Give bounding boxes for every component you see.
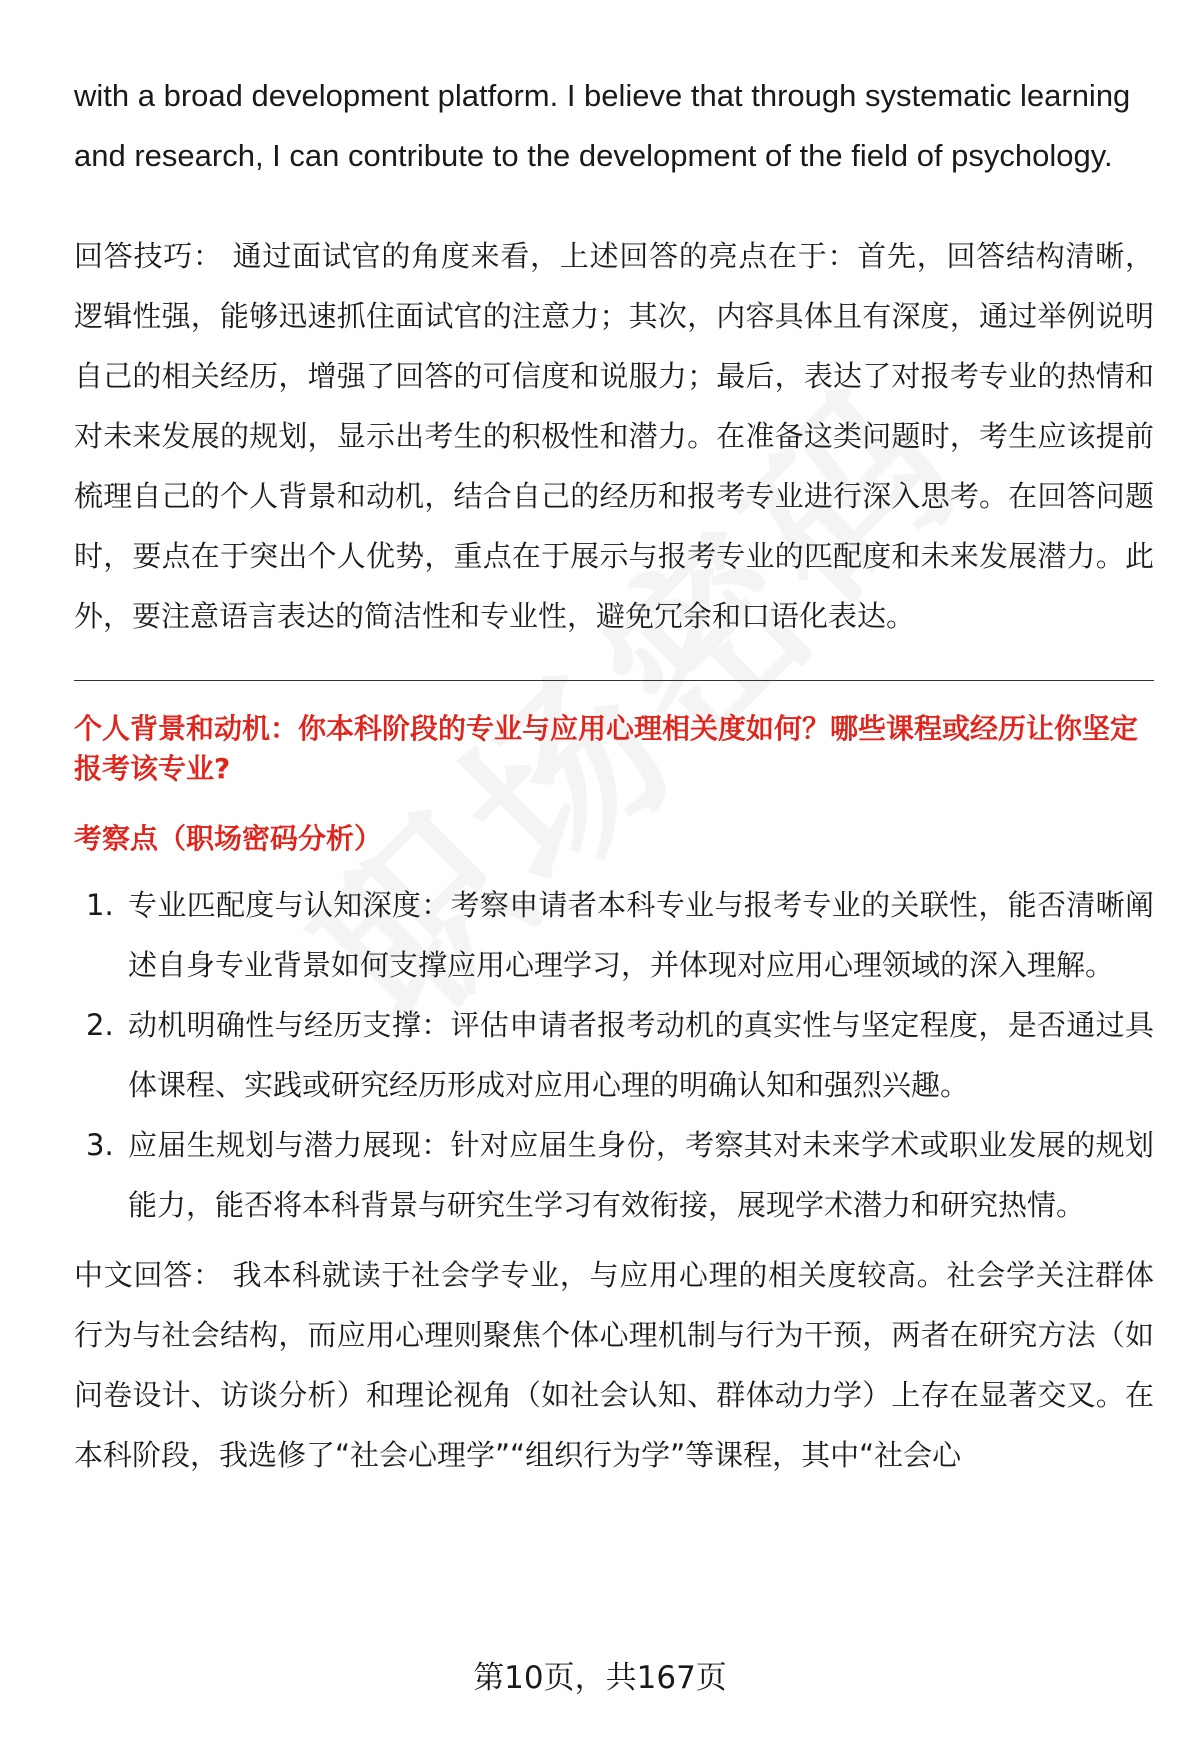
- page-footer: 第10页，共167页: [473, 1660, 727, 1696]
- list-item-text: 动机明确性与经历支撑：评估申请者报考动机的真实性与坚定程度，是否通过具体课程、实践或研究经历形成对应用心理的明确认知和强烈兴趣。: [128, 1008, 1154, 1102]
- section-divider: [74, 680, 1154, 681]
- list-item-text: 专业匹配度与认知深度：考察申请者本科专业与报考专业的关联性，能否清晰阐述自身专业背景如何支撑应用心理学习，并体现对应用心理领域的深入理解。: [128, 888, 1154, 982]
- list-item-text: 应届生规划与潜力展现：针对应届生身份，考察其对未来学术或职业发展的规划能力，能否将本科背景与研究生学习有效衔接，展现学术潜力和研究热情。: [128, 1128, 1154, 1222]
- points-list: [74, 875, 1154, 1235]
- list-item: [74, 875, 1154, 995]
- list-item: [74, 995, 1154, 1115]
- answer-tips-paragraph: 回答技巧： 通过面试官的角度来看，上述回答的亮点在于：首先，回答结构清晰，逻辑性强，能够迅速抓住面试官的注意力；其次，内容具体且有深度，通过举例说明自己的相关经历，增强了回答的可信度和说服力；最后，表达了对报考专业的热情和对未来发展的规划，显示出考生的积极性和潜力。在准备这类问题时，考生应该提前梳理自己的个人背景和动机，结合自己的经历和报考专业进行深入思考。在回答问题时，要点在于突出个人优势，重点在于展示与报考专业的匹配度和未来发展潜力。此外，要注意语言表达的简洁性和专业性，避免冗余和口语化表达。: [74, 239, 1154, 633]
- list-item: [74, 1115, 1154, 1235]
- page-content: [74, 66, 1154, 1485]
- question-heading: 个人背景和动机：你本科阶段的专业与应用心理相关度如何？哪些课程或经历让你坚定报考该专业?: [74, 712, 1139, 785]
- chinese-answer-paragraph: 中文回答： 我本科就读于社会学专业，与应用心理的相关度较高。社会学关注群体行为与社会结构，而应用心理则聚焦个体心理机制与行为干预，两者在研究方法（如问卷设计、访谈分析）和理论视角（如社会认知、群体动力学）上存在显著交叉。在本科阶段，我选修了“社会心理学”“组织行为学”等课程，其中“社会心: [74, 1258, 1154, 1472]
- points-heading: 考察点（职场密码分析）: [74, 822, 383, 855]
- list-number: 3.: [86, 1128, 114, 1162]
- english-answer-continuation: with a broad development platform. I believe that through systematic learning and research, I can contribute to the development of the field of psychology.: [74, 78, 1131, 173]
- list-number: 1.: [86, 888, 114, 922]
- list-number: 2.: [86, 1008, 114, 1042]
